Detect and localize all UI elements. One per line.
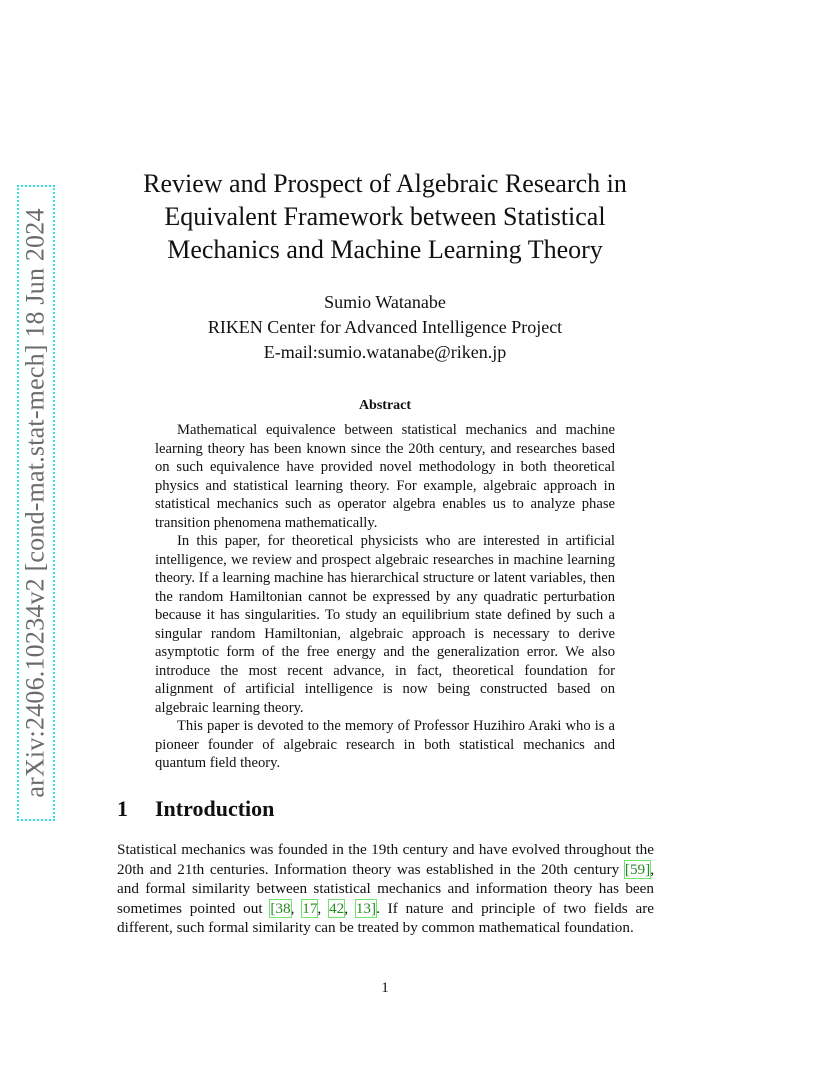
introduction-paragraph xyxy=(117,840,654,938)
author-email: E-mail:sumio.watanabe@riken.jp xyxy=(263,342,507,362)
intro-text: Statistical mechanics was founded in the 19th century and have evolved throughout the 20th and 21th centuries. Information theory was established in the 20th century xyxy=(117,841,654,878)
citation-link[interactable]: [38 xyxy=(270,899,291,917)
intro-text: , and formal similarity between statistical mechanics and information theory has been sometimes pointed out xyxy=(117,860,654,917)
abstract-paragraph: This paper is devoted to the memory of Professor Huzihiro Araki who is a pioneer founder of algebraic research in both statistical mechanics and quantum field theory. xyxy=(155,718,615,771)
abstract-body xyxy=(155,421,615,773)
intro-text: . If nature and principle of two fields are different, such formal similarity can be treated by common mathematical foundation. xyxy=(117,899,655,937)
abstract-paragraph: In this paper, for theoretical physicists who are interested in artificial intelligence, we review and prospect algebraic researches in machine learning theory. If a learning machine has hierarchical structure or latent variables, then the random Hamiltonian cannot be expressed by any quadratic perturbation because it has singularities. To study an equilibrium state defined by such a singular random Hamiltonian, algebraic approach is necessary to derive asymptotic form of the free energy and the generalization error. We also introduce the most recent advance, in fact, theoretical foundation for alignment of artificial intelligence is now being constructed based on algebraic learning theory. xyxy=(155,533,615,716)
abstract-paragraph: Mathematical equivalence between statistical mechanics and machine learning theory has been known since the 20th century, and researches based on such equivalence have provided novel methodology in both theoretical physics and statistical learning theory. For example, algebraic approach in statistical mechanics such as operator algebra enables us to analyze phase transition phenomena mathematically. xyxy=(155,422,615,531)
arxiv-identifier-text: arXiv:2406.10234v2 [cond-mat.stat-mech] 18 Jun 2024 xyxy=(21,208,50,798)
citation-separator: , xyxy=(317,899,330,917)
arxiv-identifier-stamp[interactable] xyxy=(17,185,55,821)
citation-link[interactable]: [59] xyxy=(624,860,651,878)
title-line: Review and Prospect of Algebraic Research in xyxy=(143,169,627,198)
title-line: Equivalent Framework between Statistical xyxy=(164,202,606,231)
abstract-heading: Abstract xyxy=(358,398,412,413)
author-affiliation: RIKEN Center for Advanced Intelligence Project xyxy=(207,317,563,337)
citation-separator: , xyxy=(290,899,303,917)
citation-separator: , xyxy=(344,899,356,917)
citation-link[interactable]: 42 xyxy=(329,899,345,917)
section-number: 1 xyxy=(117,796,128,821)
author-block xyxy=(150,290,620,365)
author-name: Sumio Watanabe xyxy=(324,292,446,312)
page-number: 1 xyxy=(381,980,389,996)
paper-title xyxy=(100,167,670,266)
section-title-text: Introduction xyxy=(155,796,275,821)
citation-link[interactable]: 13] xyxy=(355,899,377,917)
title-line: Mechanics and Machine Learning Theory xyxy=(167,235,603,264)
section-heading xyxy=(117,796,274,822)
citation-link[interactable]: 17 xyxy=(302,899,318,917)
